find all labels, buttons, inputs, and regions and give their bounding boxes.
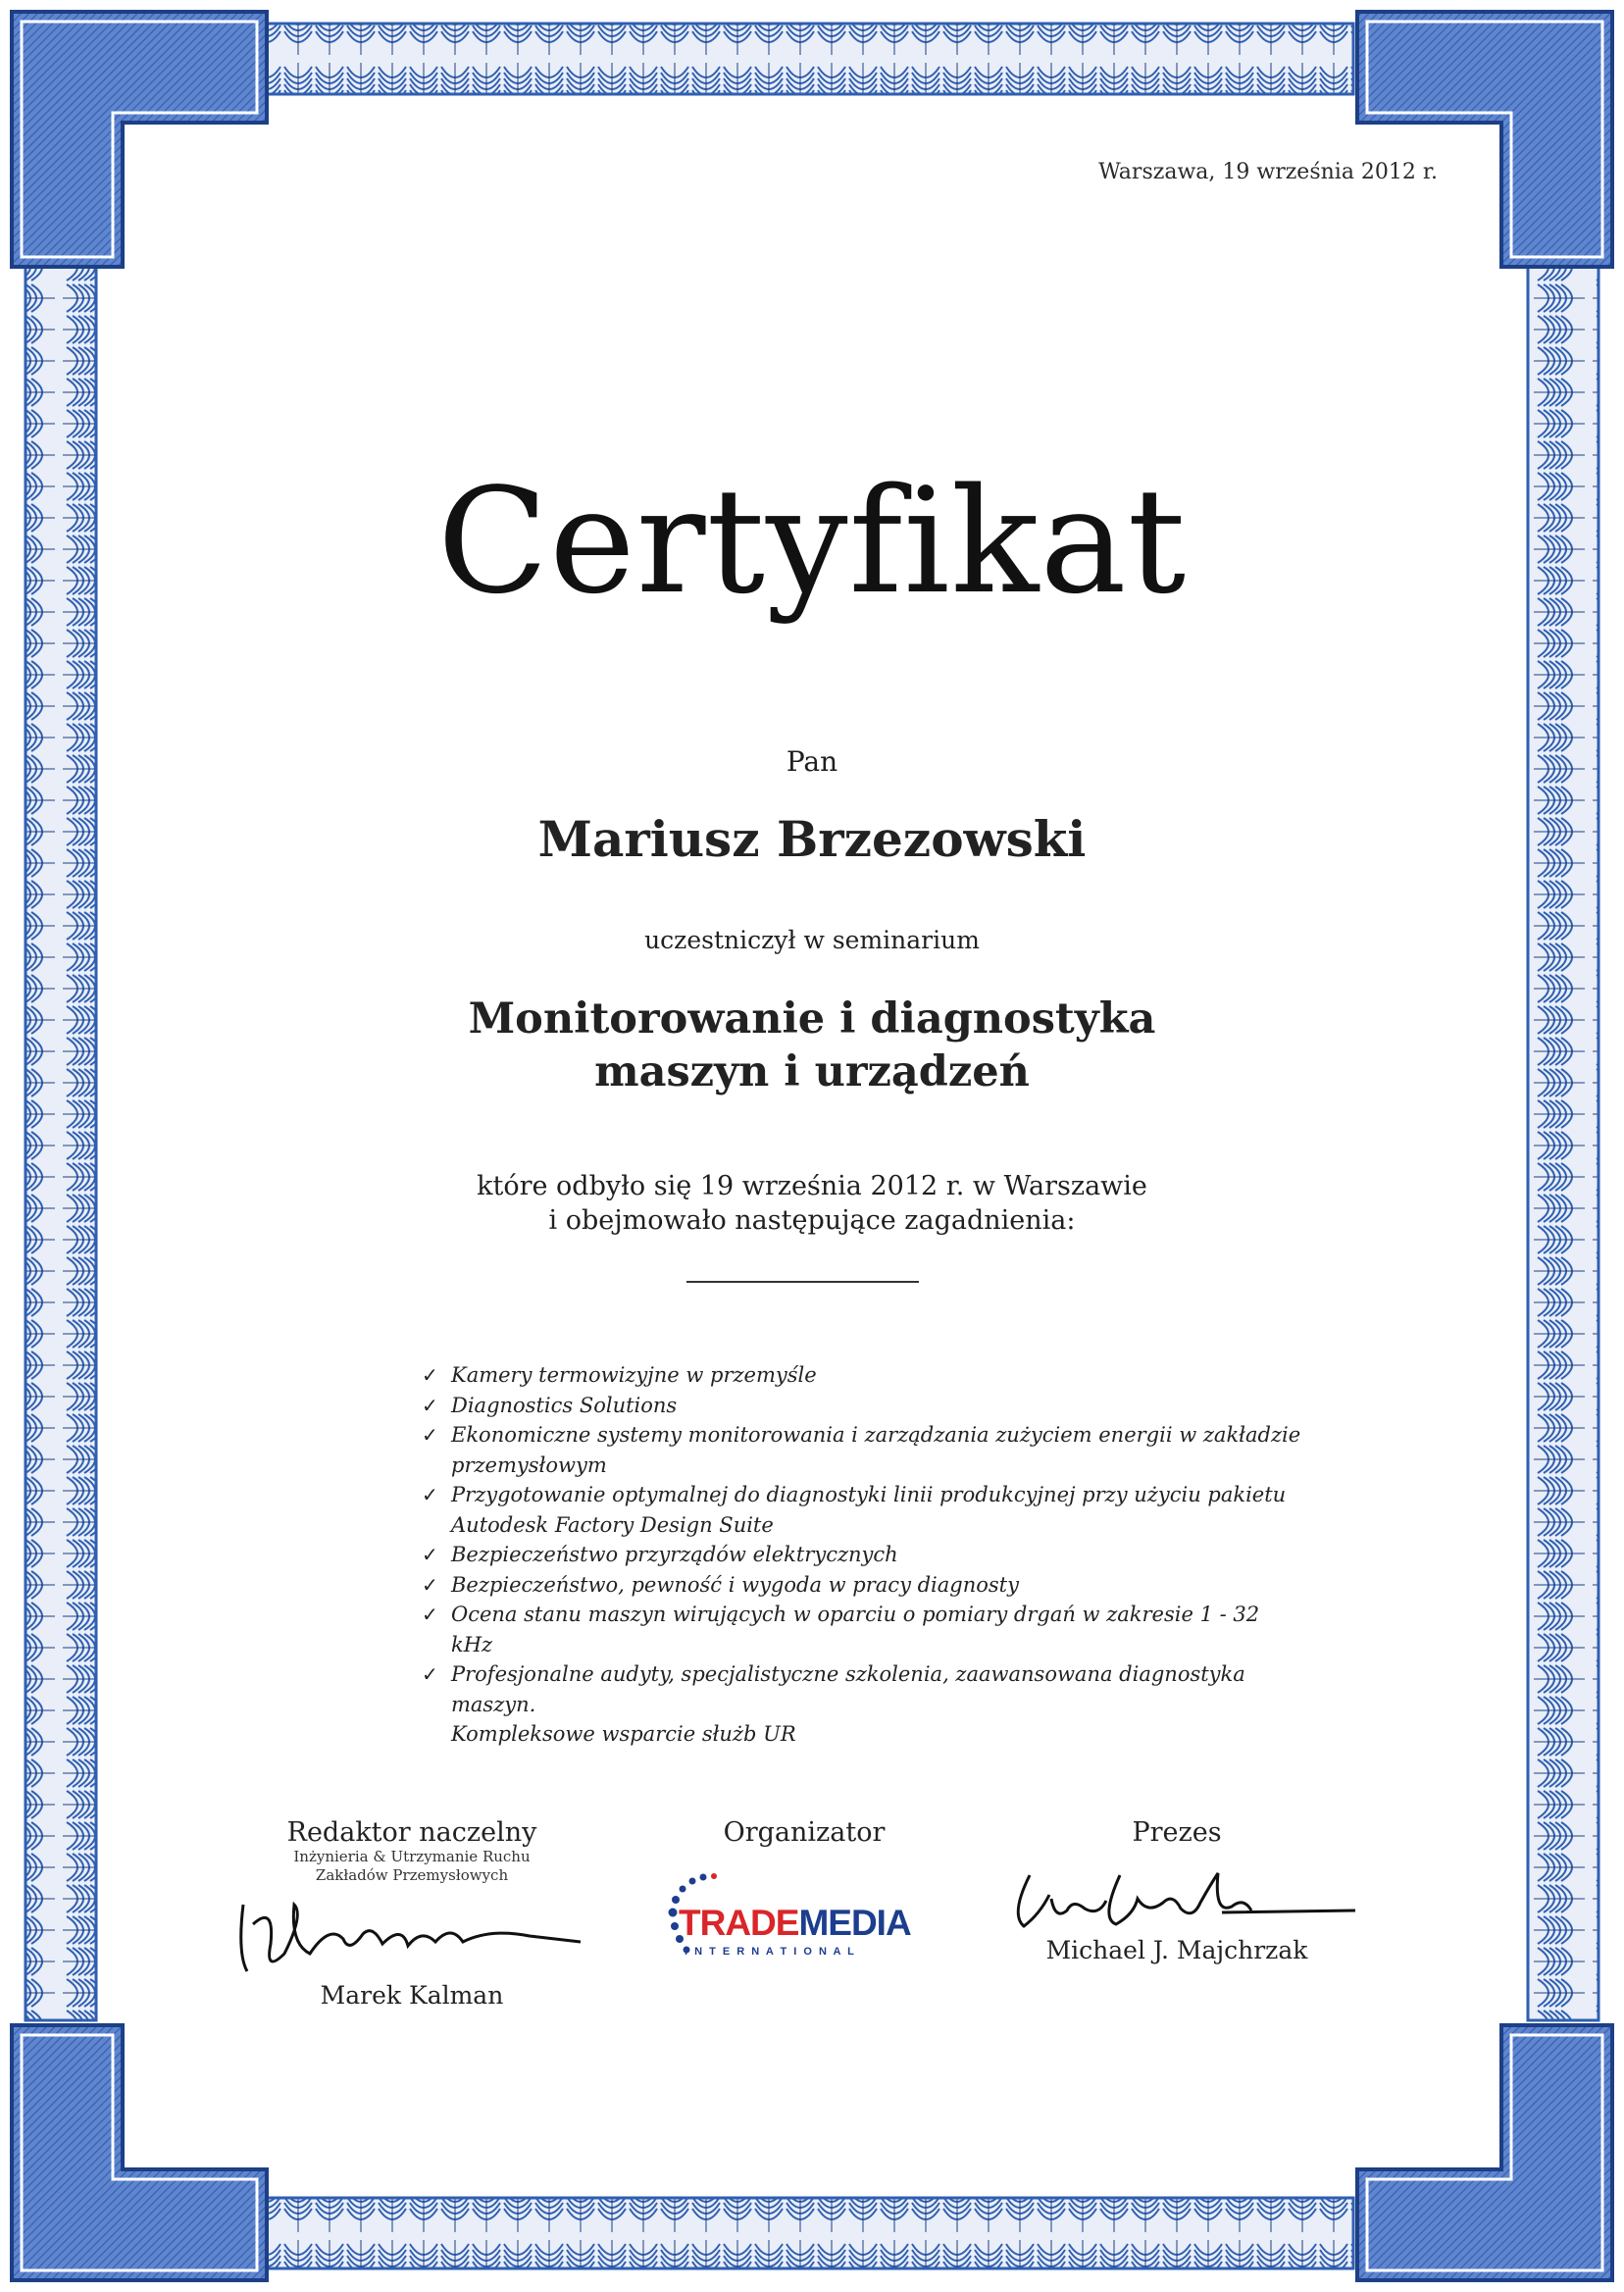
check-icon: ✓ [422,1662,438,1686]
president-signature [990,1856,1363,1944]
editor-name: Marek Kalman [320,1981,504,2010]
logo-text-trade: TRADE [679,1903,799,1943]
list-item: ✓ Diagnostics Solutions [422,1391,1304,1421]
check-icon: ✓ [422,1543,438,1566]
seminar-details-line1: które odbyło się 19 września 2012 r. w Warszawie [477,1171,1147,1201]
divider [686,1281,919,1283]
seminar-details-line2: i obejmowało następujące zagadnienia: [548,1205,1076,1237]
logo-text-media: MEDIA [798,1903,911,1943]
place-and-date: Warszawa, 19 września 2012 r. [1098,160,1438,184]
president-name: Michael J. Majchrzak [1045,1936,1308,1964]
check-icon: ✓ [422,1393,438,1417]
list-item: ✓ Przygotowanie optymalnej do diagnostyki linii produkcyjnej przy użyciu pakietu Autodesk Factory Design Suite [422,1480,1304,1540]
list-item: ✓ Ekonomiczne systemy monitorowania i zarządzania zużyciem energii w zakładzie przemysłowym [422,1420,1304,1480]
check-icon: ✓ [422,1483,438,1506]
recipient-salutation: Pan [786,745,838,778]
list-item: ✓ Bezpieczeństwo, pewność i wygoda w pracy diagnosty [422,1570,1304,1601]
check-icon: ✓ [422,1423,438,1447]
recipient-name: Mariusz Brzezowski [537,810,1087,868]
editor-signature-block [235,1817,588,2010]
president-signature-block [990,1817,1363,1964]
list-item: ✓ Ocena stanu maszyn wirujących w oparciu o pomiary drgań w zakresie 1 - 32 kHz [422,1600,1304,1659]
trademedia-logo [628,1867,981,1995]
president-role: Prezes [1132,1817,1222,1848]
seminar-title-line2: maszyn i urządzeń [594,1047,1030,1097]
seminar-title-line1: Monitorowanie i diagnostyka [468,994,1156,1044]
editor-signature [235,1885,588,1983]
check-icon: ✓ [422,1603,438,1626]
editor-role: Redaktor naczelny [286,1817,537,1848]
list-item: ✓ Profesjonalne audyty, specjalistyczne szkolenia, zaawansowana diagnostyka maszyn. Kompleksowe wsparcie służb UR [422,1659,1304,1750]
seminar-title [0,993,1624,1098]
seminar-details [0,1169,1624,1238]
participation-text: uczestniczył w seminarium [644,926,980,954]
list-item: ✓ Kamery termowizyjne w przemyśle [422,1360,1304,1391]
certificate-title: Certyfikat [436,457,1188,626]
list-item: ✓ Bezpieczeństwo przyrządów elektrycznych [422,1540,1304,1570]
logo-subtitle: I N T E R N A T I O N A L [685,1946,856,1958]
organizer-role: Organizator [723,1817,886,1848]
topics-list [422,1360,1304,1750]
organizer-block [628,1817,981,1995]
editor-department-line2: Zakładów Przemysłowych [315,1866,509,1884]
check-icon: ✓ [422,1572,438,1597]
editor-department-line1: Inżynieria & Utrzymanie Ruchu [293,1848,531,1865]
check-icon: ✓ [422,1363,438,1387]
